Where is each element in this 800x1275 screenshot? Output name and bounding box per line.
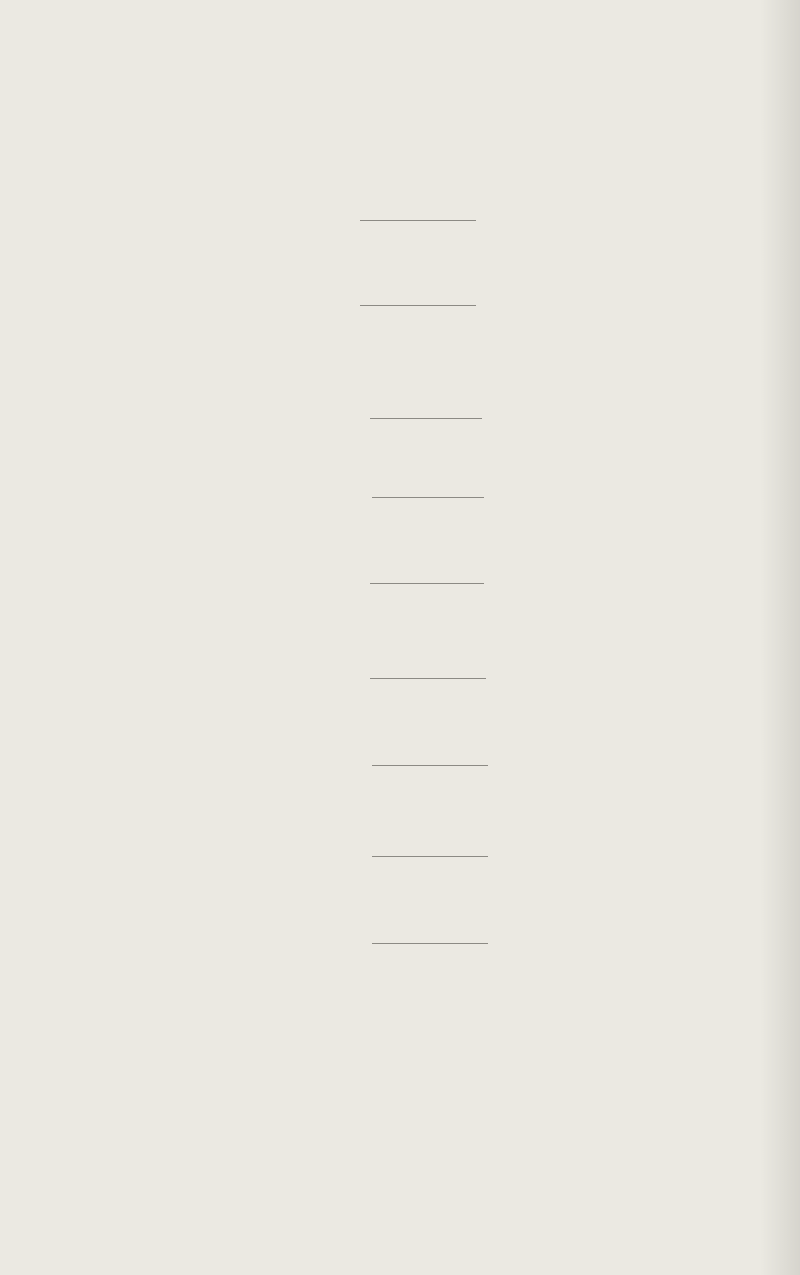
divider (372, 765, 488, 766)
divider (370, 418, 482, 419)
page-edge-shadow (760, 0, 800, 1275)
divider (372, 943, 488, 944)
divider (370, 583, 484, 584)
divider (372, 856, 488, 857)
divider (370, 678, 486, 679)
divider (360, 220, 476, 221)
divider (360, 305, 476, 306)
divider (372, 497, 484, 498)
